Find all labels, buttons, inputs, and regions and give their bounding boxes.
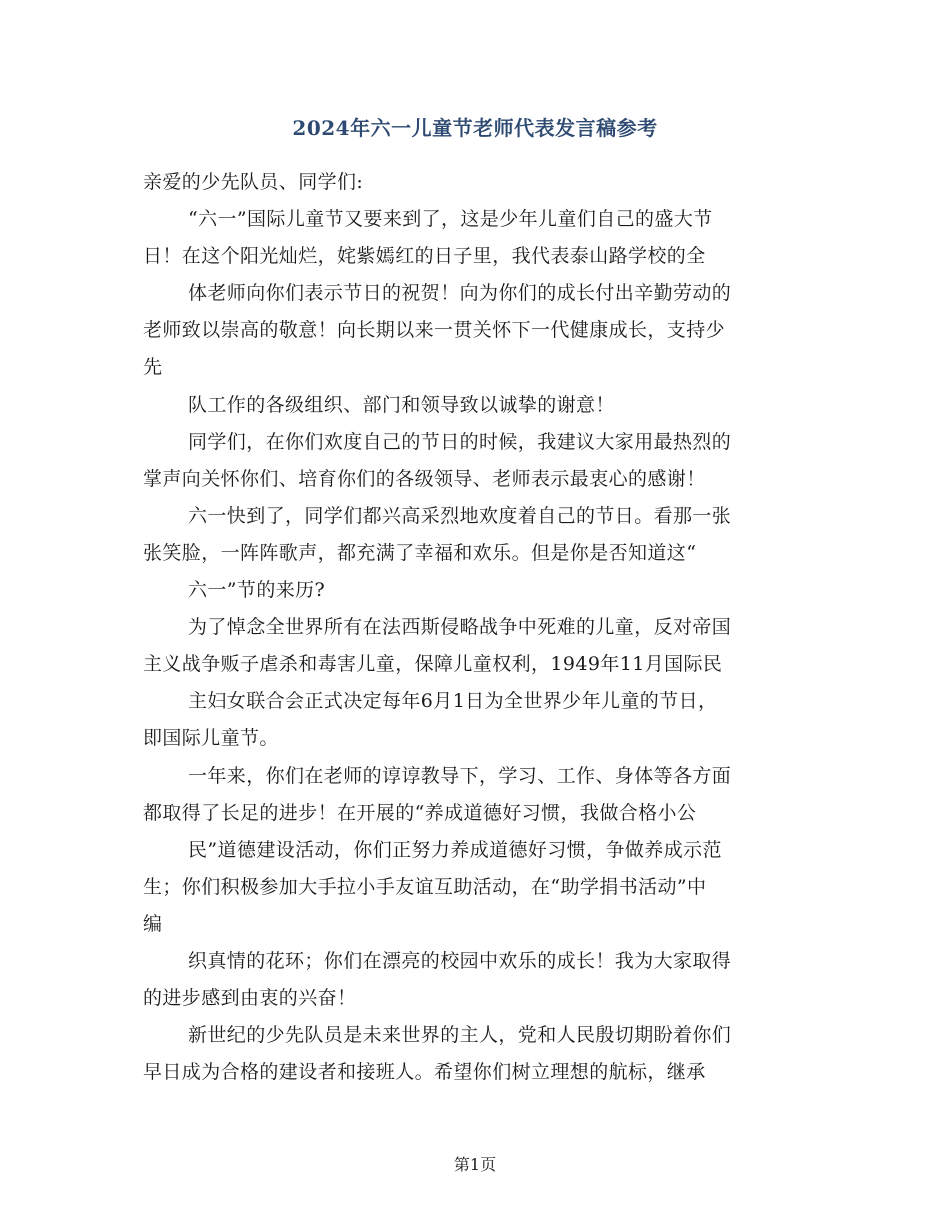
text-line: 民”道德建设活动，你们正努力养成道德好习惯，争做养成示范 <box>188 838 722 861</box>
text-line: 张笑脸，一阵阵歌声，都充满了幸福和欢乐。但是你是否知道这“ <box>143 541 697 564</box>
text-line: 日！在这个阳光灿烂，姹紫嫣红的日子里，我代表泰山路学校的全 <box>143 245 706 268</box>
text-line: “六一”国际儿童节又要来到了，这是少年儿童们自己的盛大节 <box>188 208 713 231</box>
text-line: 先 <box>143 356 163 379</box>
text-line: 六一”节的来历? <box>188 579 326 602</box>
text-line: 为了悼念全世界所有在法西斯侵略战争中死难的儿童，反对帝国 <box>188 616 732 639</box>
text-line: 体老师向你们表示节日的祝贺！向为你们的成长付出辛勤劳动的 <box>188 282 732 305</box>
text-line: 老师致以崇高的敬意！向长期以来一贯关怀下一代健康成长，支持少 <box>143 319 726 342</box>
text-line: 主妇女联合会正式决定每年6月1日为全世界少年儿童的节日， <box>188 690 718 713</box>
text-line: 六一快到了，同学们都兴高采烈地欢度着自己的节日。看那一张 <box>188 504 732 527</box>
document-body <box>143 164 809 1091</box>
text-line: 织真情的花环；你们在漂亮的校园中欢乐的成长！我为大家取得 <box>188 949 732 972</box>
text-line: 都取得了长足的进步！在开展的“养成道德好习惯，我做合格小公 <box>143 801 697 824</box>
text-line: 掌声向关怀你们、培育你们的各级领导、老师表示最衷心的感谢！ <box>143 467 706 490</box>
text-line: 新世纪的少先队员是未来世界的主人，党和人民殷切期盼着你们 <box>188 1024 732 1047</box>
text-line: 早日成为合格的建设者和接班人。希望你们树立理想的航标，继承 <box>143 1061 706 1084</box>
document-title: 2024年六一儿童节老师代表发言稿参考 <box>292 116 658 140</box>
text-line: 一年来，你们在老师的谆谆教导下，学习、工作、身体等各方面 <box>188 764 732 787</box>
text-line: 生；你们积极参加大手拉小手友谊互助活动，在“助学捐书活动”中 <box>143 875 707 898</box>
text-line: 队工作的各级组织、部门和领导致以诚挚的谢意！ <box>188 393 615 416</box>
text-line: 编 <box>143 912 163 935</box>
text-line: 主义战争贩子虐杀和毒害儿童，保障儿童权利，1949年11月国际民 <box>143 653 723 676</box>
text-line: 亲爱的少先队员、同学们: <box>143 171 364 193</box>
page-number: 第1页 <box>453 1155 497 1174</box>
text-line: 的进步感到由衷的兴奋！ <box>143 987 357 1010</box>
text-line: 即国际儿童节。 <box>143 727 279 750</box>
text-line: 同学们，在你们欢度自己的节日的时候，我建议大家用最热烈的 <box>188 430 732 453</box>
